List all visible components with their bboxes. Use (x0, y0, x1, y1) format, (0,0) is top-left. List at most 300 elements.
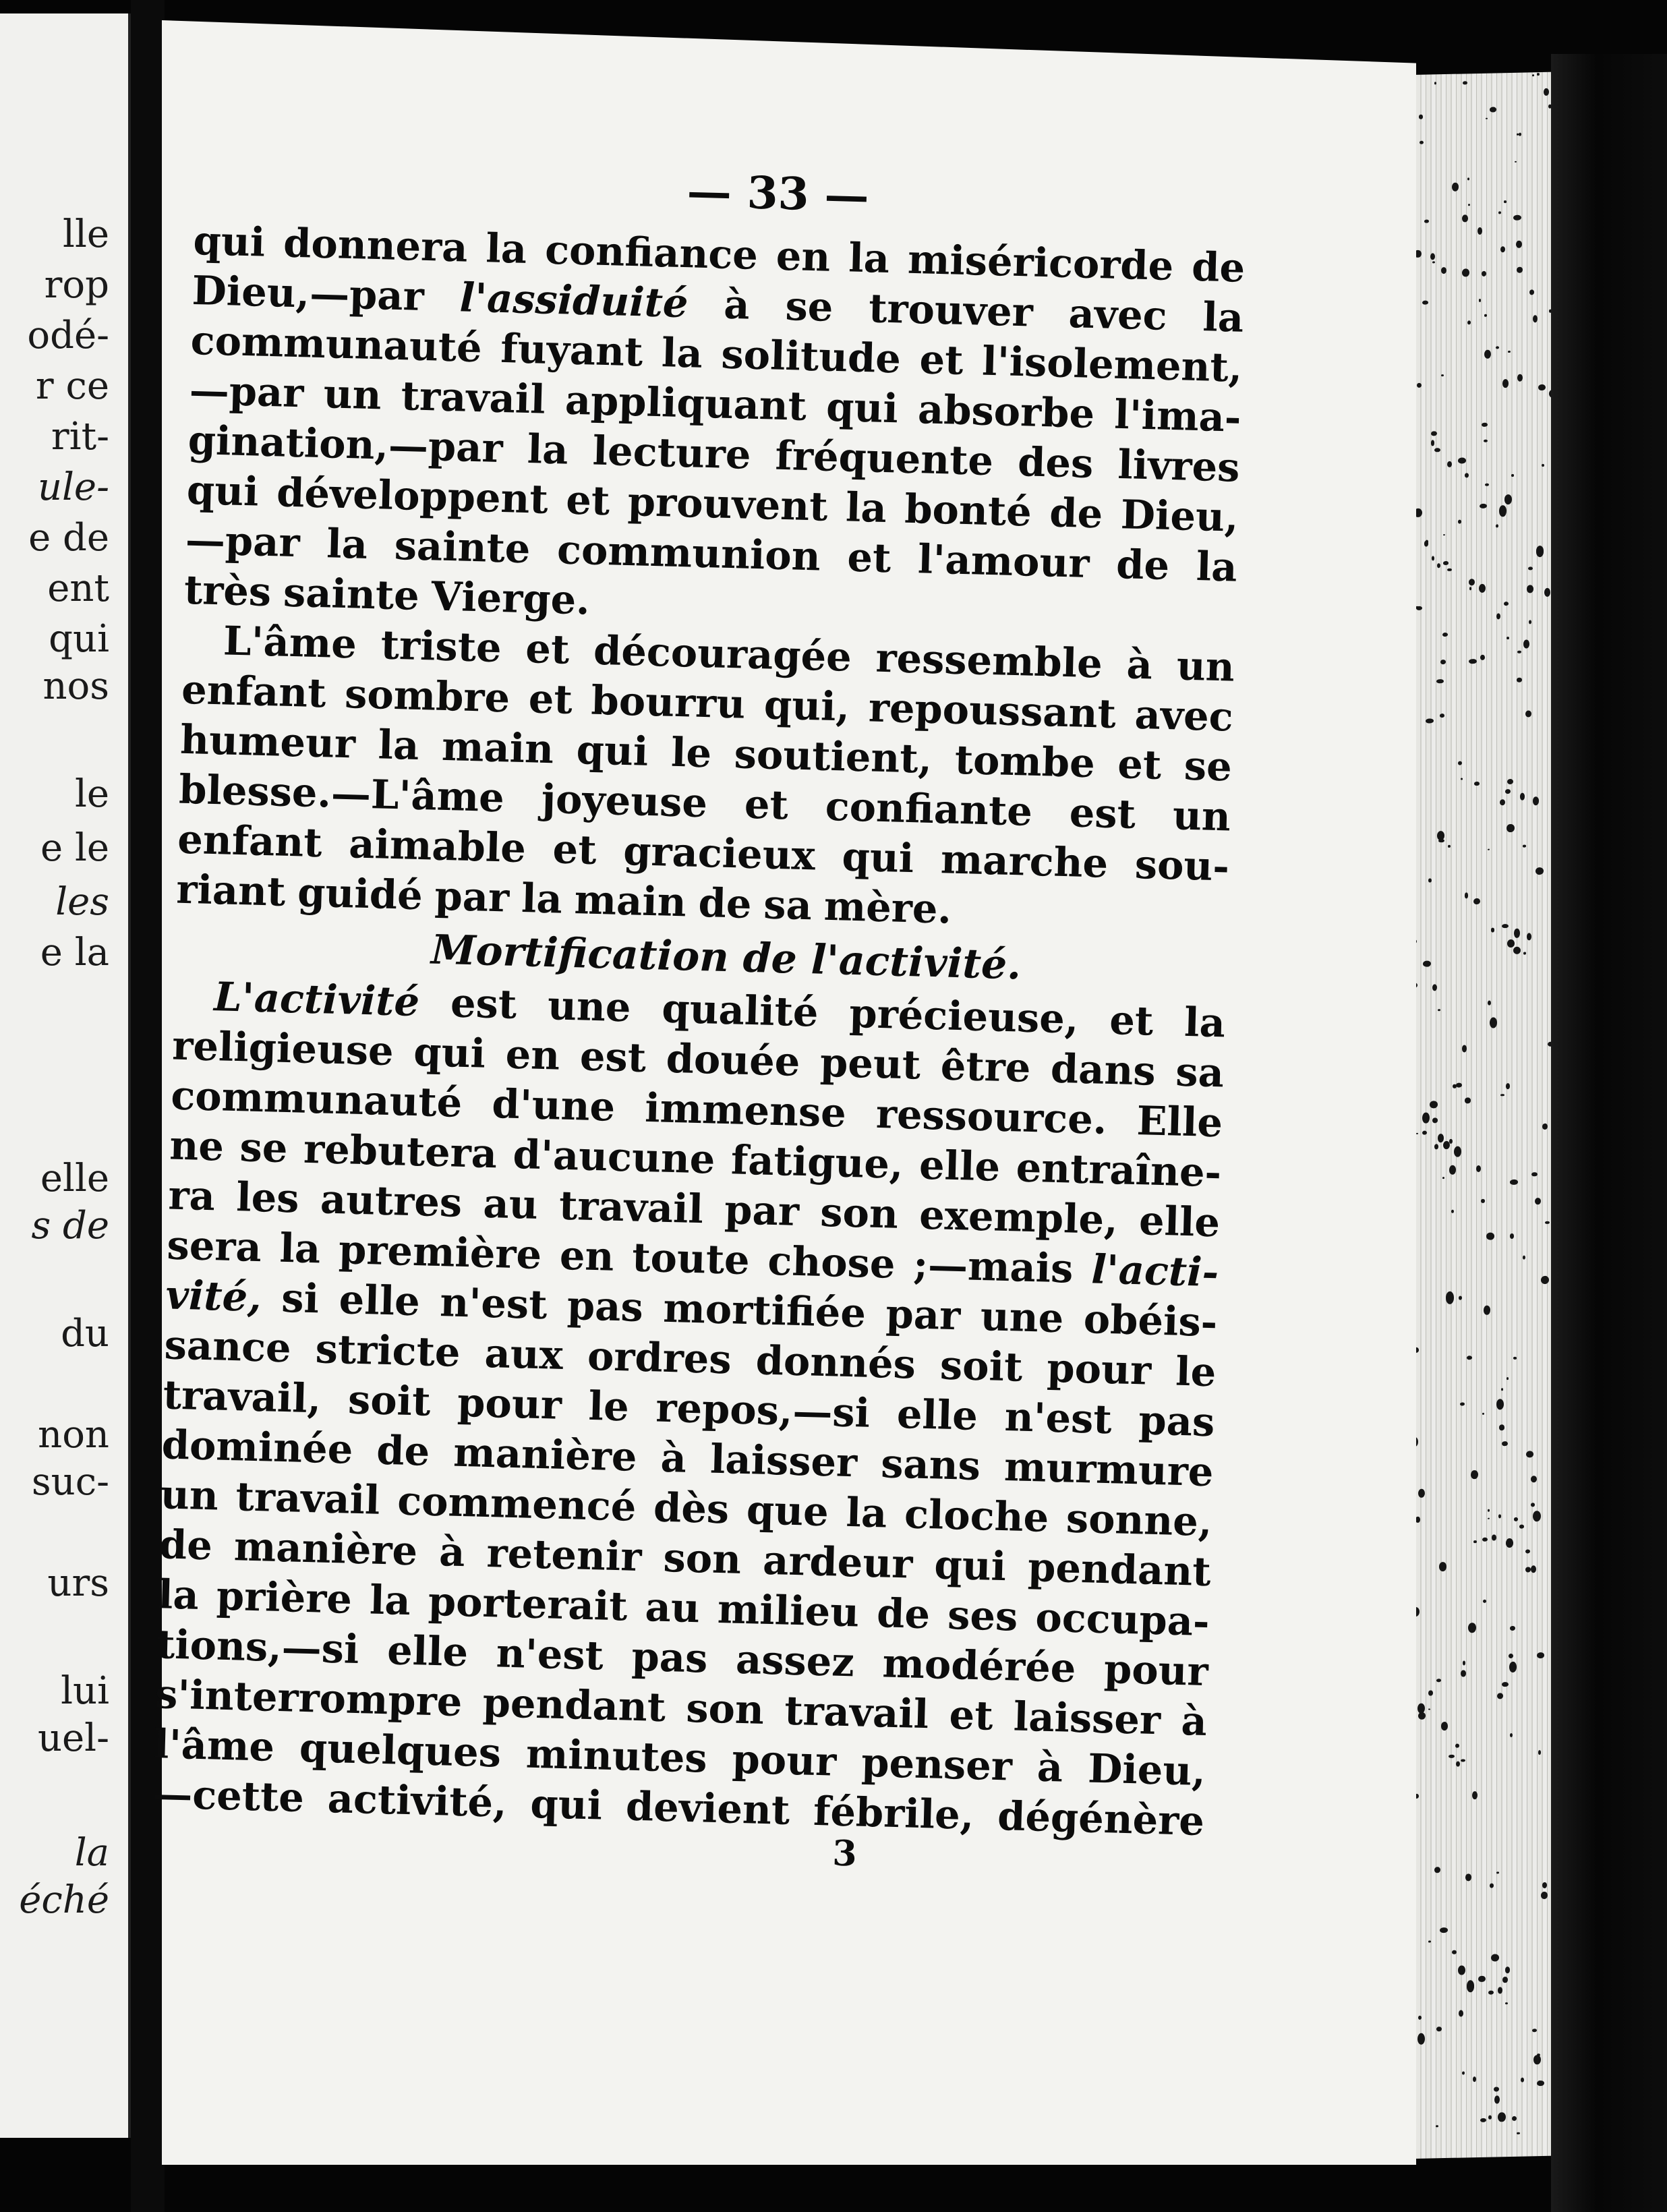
word: en (776, 232, 831, 281)
word: —par (188, 366, 305, 417)
edge-speck (1417, 1703, 1425, 1714)
edge-speck (1535, 1198, 1541, 1205)
edge-speck (1513, 947, 1521, 955)
edge-speck (1514, 1517, 1518, 1521)
word: elle (1138, 1197, 1221, 1246)
edge-speck (1502, 1977, 1507, 1983)
word: joyeuse (540, 775, 708, 827)
edge-speck (1516, 241, 1522, 248)
left-page-fragment: nos (42, 664, 109, 708)
edge-speck (1480, 655, 1485, 660)
word: la (848, 234, 890, 282)
edge-speck (1462, 268, 1469, 276)
edge-speck (1465, 892, 1469, 898)
edge-speck (1418, 1488, 1425, 1497)
word: pour (457, 1378, 562, 1428)
word: à (723, 281, 751, 328)
word: la (1183, 998, 1226, 1047)
edge-speck (1512, 2116, 1517, 2121)
edge-speck (1510, 1626, 1515, 1631)
edge-speck (1442, 1177, 1445, 1179)
edge-speck (1498, 1514, 1502, 1518)
left-page-fragment: la (74, 1831, 109, 1875)
edge-speck (1498, 2112, 1505, 2122)
book-gutter (131, 0, 165, 2212)
word: miséricorde (907, 235, 1175, 290)
edge-speck (1465, 1098, 1471, 1104)
edge-speck (1441, 374, 1444, 377)
word: par (434, 872, 510, 921)
word: est (1069, 789, 1136, 838)
edge-speck (1442, 633, 1448, 637)
edge-speck (1520, 792, 1525, 800)
edge-speck (1436, 2125, 1438, 2127)
edge-speck (1531, 1172, 1538, 1177)
word: manière (233, 1523, 418, 1575)
edge-speck (1486, 1233, 1494, 1240)
edge-speck (1420, 141, 1424, 145)
word: —cette (152, 1770, 305, 1822)
word: et (525, 625, 571, 673)
edge-speck (1532, 2029, 1537, 2032)
edge-speck (1476, 1165, 1482, 1172)
word: pas (1138, 1397, 1216, 1446)
edge-speck (1462, 215, 1467, 223)
word: ressource. (875, 1090, 1108, 1143)
word: au (482, 1180, 539, 1228)
word: soit (939, 1341, 1024, 1391)
edge-speck (1430, 1101, 1438, 1108)
word: repos,—si (655, 1384, 871, 1436)
edge-speck (1490, 1017, 1497, 1028)
edge-speck (1462, 1045, 1467, 1052)
edge-speck (1517, 2132, 1520, 2134)
word: pas (631, 1633, 709, 1682)
edge-speck (1472, 1791, 1478, 1800)
word: immense (644, 1084, 847, 1136)
edge-speck (1447, 461, 1452, 467)
edge-speck (1467, 320, 1471, 324)
edge-speck (1447, 569, 1451, 572)
edge-speck (1426, 718, 1433, 723)
word: entraîne- (1015, 1144, 1222, 1196)
word: la (279, 1224, 322, 1273)
word: sonne, (1065, 1494, 1213, 1546)
word: et (528, 675, 573, 723)
edge-speck (1488, 1509, 1490, 1512)
word: son (819, 1188, 899, 1238)
edge-speck (1473, 898, 1480, 904)
word: le (587, 1382, 630, 1430)
word: elle (386, 1627, 469, 1676)
word: se (1183, 742, 1233, 790)
word: avec (1068, 289, 1168, 339)
edge-speck (1473, 1540, 1476, 1543)
edge-speck (1460, 1403, 1465, 1406)
edge-speck (1434, 82, 1436, 84)
word: la (845, 484, 887, 531)
left-page-fragment: e le (40, 826, 109, 870)
edge-speck (1469, 587, 1471, 591)
word: et (552, 825, 597, 873)
word: qualité (661, 985, 819, 1036)
word: confiante (825, 782, 1033, 835)
edge-speck (1544, 88, 1549, 96)
word: développent (276, 469, 549, 523)
word: peut (819, 1039, 921, 1088)
edge-speck (1428, 1690, 1432, 1696)
word: ne (169, 1122, 225, 1170)
edge-speck (1484, 314, 1487, 317)
word: fréquente (774, 432, 994, 485)
edge-speck (1505, 2002, 1508, 2004)
word: d'aucune (512, 1130, 716, 1183)
edge-speck (1428, 1708, 1430, 1710)
word: d'une (491, 1080, 616, 1130)
edge-speck (1517, 134, 1519, 136)
word: est (450, 979, 518, 1028)
word: qui, (763, 681, 851, 730)
edge-speck (1434, 1867, 1440, 1873)
word: obéis- (1083, 1296, 1219, 1346)
edge-speck (1527, 585, 1533, 593)
edge-speck (1537, 2080, 1544, 2086)
word: à (438, 1528, 466, 1576)
word: la (1195, 543, 1238, 591)
word: communauté (189, 316, 483, 372)
edge-speck (1511, 474, 1513, 477)
edge-speck (1441, 267, 1446, 274)
edge-speck (1484, 440, 1488, 442)
word: à (660, 1434, 687, 1482)
edge-speck (1505, 1967, 1510, 1973)
word: qui (575, 726, 649, 775)
left-page-fragment: du (61, 1312, 109, 1356)
edge-speck (1449, 1165, 1456, 1175)
edge-speck (1452, 1950, 1457, 1954)
edge-speck (1459, 2010, 1463, 2017)
word: de (697, 879, 753, 927)
edge-speck (1416, 1132, 1419, 1134)
edge-speck (1482, 1538, 1488, 1542)
edge-speck (1485, 484, 1489, 486)
edge-speck (1471, 1470, 1478, 1480)
edge-speck (1423, 960, 1431, 967)
edge-speck (1474, 782, 1480, 786)
edge-speck (1508, 351, 1511, 353)
edge-speck (1446, 1291, 1454, 1304)
word: pendant (1027, 1544, 1212, 1596)
word: et (565, 476, 611, 525)
edge-speck (1491, 1954, 1499, 1962)
word: la (845, 1488, 888, 1537)
edge-speck (1469, 659, 1476, 664)
edge-speck (1494, 2087, 1499, 2092)
word: pendant (481, 1679, 666, 1731)
word: L'âme (223, 617, 357, 668)
word: gination,—par (187, 416, 504, 472)
edge-speck (1452, 183, 1459, 192)
edge-speck (1517, 267, 1523, 273)
word: mère. (823, 882, 952, 933)
edge-speck (1488, 2116, 1491, 2120)
edge-speck (1419, 114, 1424, 119)
word: Dieu, (1120, 491, 1239, 541)
page-number: — 33 — (686, 165, 870, 223)
word: solitude (720, 330, 902, 382)
edge-speck (1488, 848, 1490, 850)
word: occupa- (1034, 1594, 1210, 1646)
word: sance (163, 1321, 292, 1372)
word: soutient, (733, 730, 933, 782)
word: les (235, 1173, 300, 1222)
edge-speck (1513, 1357, 1517, 1359)
word: appliquant (564, 376, 807, 430)
edge-speck (1525, 710, 1531, 717)
edge-speck (1482, 1413, 1484, 1416)
word: au (644, 1583, 701, 1632)
word: l'ima- (1113, 390, 1242, 441)
edge-speck (1436, 679, 1443, 684)
word: milieu (717, 1585, 860, 1636)
word: toute (631, 1233, 751, 1284)
word: la (1202, 293, 1245, 341)
edge-speck (1531, 1503, 1535, 1507)
word: n'est (439, 1279, 548, 1329)
edge-speck (1533, 2055, 1540, 2064)
word: confiance (544, 226, 759, 279)
edge-speck (1496, 614, 1500, 620)
left-page-fragment: lle (63, 212, 109, 256)
edge-speck (1465, 1873, 1471, 1881)
word: enfant (177, 815, 323, 867)
word: modérée (881, 1639, 1077, 1691)
word: Dieu,—par (191, 266, 425, 320)
word: la (369, 1576, 411, 1625)
word: pour (1103, 1646, 1209, 1695)
edge-speck (1506, 1538, 1513, 1548)
edge-speck (1510, 1733, 1513, 1737)
word: sainte (393, 521, 531, 573)
edge-speck (1488, 1000, 1491, 1005)
edge-speck (1465, 473, 1469, 477)
edge-speck (1500, 1094, 1504, 1097)
edge-speck (1523, 1256, 1525, 1260)
word: qui (413, 1028, 486, 1077)
edge-speck (1463, 1660, 1466, 1665)
edge-speck (1528, 566, 1533, 571)
edge-speck (1490, 1883, 1494, 1888)
word: son (685, 1684, 765, 1733)
left-page-fragment: ent (47, 566, 109, 610)
edge-speck (1497, 1693, 1503, 1699)
edge-speck (1437, 563, 1440, 569)
word: qui (825, 383, 899, 432)
edge-speck (1525, 1549, 1531, 1554)
edge-speck (1467, 1356, 1472, 1360)
word: sa (1175, 1048, 1225, 1097)
edge-speck (1542, 464, 1544, 467)
edge-speck (1432, 556, 1435, 560)
edge-speck (1488, 1518, 1490, 1519)
word: le (1175, 1347, 1217, 1396)
edge-speck (1504, 200, 1507, 203)
word: découragée (593, 627, 852, 680)
edge-speck (1505, 789, 1511, 794)
edge-speck (1418, 2015, 1422, 2020)
edge-speck (1438, 1134, 1444, 1142)
edge-speck (1468, 204, 1470, 206)
word: absorbe (917, 386, 1095, 438)
word: autres (320, 1175, 463, 1226)
edge-speck (1499, 505, 1506, 517)
left-page-fragment: suc- (31, 1460, 109, 1504)
edge-speck (1463, 81, 1467, 85)
edge-speck (1496, 1871, 1499, 1873)
edge-speck (1428, 878, 1431, 882)
word: qui (933, 1541, 1007, 1590)
word: un (160, 1471, 219, 1519)
word: prière (216, 1572, 353, 1623)
edge-speck (1542, 1124, 1547, 1130)
edge-speck (1517, 651, 1521, 653)
edge-speck (1542, 1882, 1547, 1888)
edge-speck (1461, 778, 1463, 780)
word: tombe (954, 736, 1096, 787)
word: —par (185, 516, 301, 566)
word: l'acti- (1090, 1246, 1220, 1296)
edge-speck (1422, 1130, 1427, 1134)
word: donnera (283, 219, 469, 271)
word: de (1115, 540, 1170, 589)
edge-speck (1529, 620, 1531, 624)
word: triste (380, 621, 502, 672)
edge-speck (1439, 1562, 1447, 1571)
edge-speck (1536, 867, 1544, 875)
word: gracieux (622, 827, 816, 879)
word: précieuse, (848, 989, 1080, 1043)
word: se (239, 1124, 289, 1172)
word: L'activité (213, 973, 421, 1026)
word: communion (556, 526, 821, 580)
word: elle (338, 1276, 421, 1325)
edge-speck (1507, 939, 1515, 948)
edge-speck (1432, 984, 1437, 991)
word: lecture (591, 427, 752, 478)
word: sombre (344, 670, 510, 722)
word: la (521, 875, 563, 923)
edge-speck (1532, 74, 1534, 76)
edge-speck (1458, 520, 1461, 524)
edge-speck (1443, 1141, 1450, 1150)
edge-speck (1479, 299, 1482, 302)
left-page-fragment: urs (47, 1561, 109, 1605)
edge-speck (1537, 73, 1540, 76)
edge-speck (1504, 494, 1512, 504)
word: murmure (1003, 1443, 1215, 1496)
word: riant (175, 865, 287, 915)
word: l'amour (917, 535, 1090, 587)
edge-speck (1468, 1623, 1476, 1633)
edge-speck (1449, 1755, 1454, 1758)
left-page-fragment: rop (44, 263, 109, 307)
edge-speck (1458, 761, 1462, 765)
word: et (744, 780, 789, 829)
edge-speck (1533, 315, 1538, 323)
edge-speck (1440, 714, 1444, 718)
word: la (157, 1571, 200, 1619)
edge-speck (1453, 1084, 1457, 1088)
edge-speck (1417, 382, 1422, 388)
word: stricte (314, 1325, 461, 1376)
word: n'est (1003, 1393, 1113, 1443)
edge-speck (1507, 1377, 1509, 1379)
edge-speck (1494, 2095, 1500, 2103)
word: pour (1046, 1344, 1152, 1394)
word: dès (653, 1484, 730, 1533)
word: chose (767, 1237, 896, 1287)
word: retenir (486, 1530, 643, 1581)
edge-speck (1440, 1927, 1448, 1933)
edge-speck (1422, 300, 1428, 304)
edge-speck (1538, 1750, 1541, 1755)
edge-speck (1523, 845, 1525, 848)
edge-speck (1451, 1209, 1454, 1213)
word: et (948, 1691, 994, 1739)
edge-speck (1510, 1233, 1513, 1239)
edge-speck (1415, 1516, 1420, 1523)
word: laisser (709, 1435, 858, 1486)
left-page-fragment: s de (31, 1204, 109, 1248)
word: dominée (161, 1421, 354, 1473)
word: main (573, 876, 687, 926)
edge-speck (1467, 177, 1469, 180)
word: Dieu, (1087, 1745, 1206, 1795)
edge-speck (1434, 1144, 1438, 1149)
word: dans (1050, 1045, 1157, 1095)
edge-speck (1482, 270, 1486, 276)
edge-speck (1478, 227, 1482, 235)
edge-speck (1459, 1296, 1462, 1300)
word: et (846, 533, 892, 582)
word: de (158, 1521, 213, 1569)
book-cover-edge (1551, 54, 1667, 2212)
edge-speck (1430, 253, 1435, 260)
word: être (939, 1042, 1032, 1091)
edge-speck (1478, 1976, 1485, 1982)
word: qui (529, 1780, 604, 1829)
edge-speck (1432, 261, 1435, 264)
word: enfant (181, 666, 327, 717)
edge-speck (1431, 431, 1437, 436)
edge-speck (1486, 117, 1488, 119)
word: la (377, 721, 420, 769)
edge-speck (1531, 1476, 1537, 1482)
edge-speck (1496, 346, 1499, 349)
edge-speck (1513, 214, 1521, 220)
word: et (918, 336, 964, 384)
edge-speck (1481, 1199, 1484, 1203)
left-page-fragment: odé- (27, 314, 109, 357)
word: travail (235, 1473, 381, 1523)
word: de (376, 1426, 431, 1475)
edge-speck (1501, 1388, 1503, 1391)
word: tions,—si (156, 1621, 360, 1673)
word: travail (400, 372, 546, 423)
edge-speck (1416, 606, 1422, 610)
word: ressemble (875, 634, 1103, 687)
word: aux (484, 1329, 564, 1378)
